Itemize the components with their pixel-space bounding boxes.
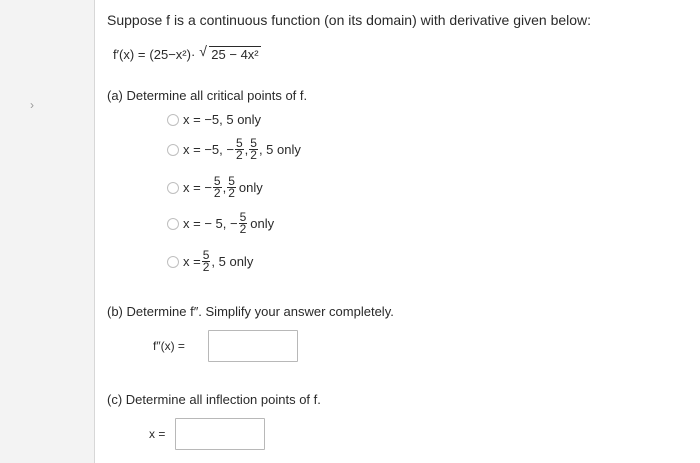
option-2-suffix: , 5 only <box>258 142 301 157</box>
option-2[interactable]: x = −5, − $\frac{5}{2}$ , $\frac{5}{2}$ , 5 only <box>167 138 301 161</box>
radio-option-4[interactable] <box>167 218 179 230</box>
radical-sign-icon: √ <box>199 43 207 59</box>
square-root <box>199 43 260 62</box>
part-a-label: (a) Determine all critical points of f. <box>107 88 308 103</box>
option-5-frac-1: $\frac{5}{2}$ <box>202 248 210 274</box>
chevron-icon: › <box>30 98 34 112</box>
part-b-answer-label: f″(x) = <box>153 339 185 353</box>
option-3[interactable]: x = − $\frac{5}{2}$ , $\frac{5}{2}$ only <box>167 176 263 199</box>
option-5[interactable] <box>167 250 253 273</box>
radio-option-5[interactable] <box>167 256 179 268</box>
option-5-prefix: x = <box>183 254 201 269</box>
part-c-answer-label: x = <box>149 427 166 441</box>
option-4-suffix: only <box>250 216 275 231</box>
option-4[interactable] <box>167 212 274 235</box>
option-5-suffix: , 5 only <box>211 254 254 269</box>
option-2-frac-2: $\frac{5}{2}$ <box>250 136 257 162</box>
left-panel-strip <box>0 0 94 463</box>
option-4-frac-1: $\frac{5}{2}$ <box>239 210 247 236</box>
option-3-frac-2: $\frac{5}{2}$ <box>228 174 235 200</box>
option-2-frac-1: $\frac{5}{2}$ <box>235 136 243 162</box>
second-derivative-input[interactable] <box>208 330 298 362</box>
option-1[interactable] <box>167 112 261 127</box>
radio-option-2[interactable] <box>167 144 179 156</box>
radicand: 25 − 4x² <box>211 47 259 62</box>
derivative-lhs: f′(x) = <box>113 46 146 62</box>
intro-text: Suppose f is a continuous function (on its domain) with derivative given below: <box>107 12 592 28</box>
option-4-prefix: x = − 5, − <box>183 216 238 231</box>
part-b-label: (b) Determine f″. Simplify your answer completely. <box>107 304 394 319</box>
question-panel <box>94 0 700 463</box>
radio-option-1[interactable] <box>167 114 179 126</box>
option-3-suffix: only <box>238 180 263 195</box>
option-1-text: x = −5, 5 only <box>183 112 262 127</box>
derivative-formula <box>113 43 261 62</box>
inflection-points-input[interactable] <box>175 418 265 450</box>
option-2-prefix: x = −5, − <box>183 142 234 157</box>
radio-option-3[interactable] <box>167 182 179 194</box>
derivative-factor: (25−x²)· <box>149 46 196 62</box>
option-3-frac-1: $\frac{5}{2}$ <box>213 174 221 200</box>
option-3-prefix: x = − <box>183 180 212 195</box>
part-c-label: (c) Determine all inflection points of f. <box>107 392 321 407</box>
